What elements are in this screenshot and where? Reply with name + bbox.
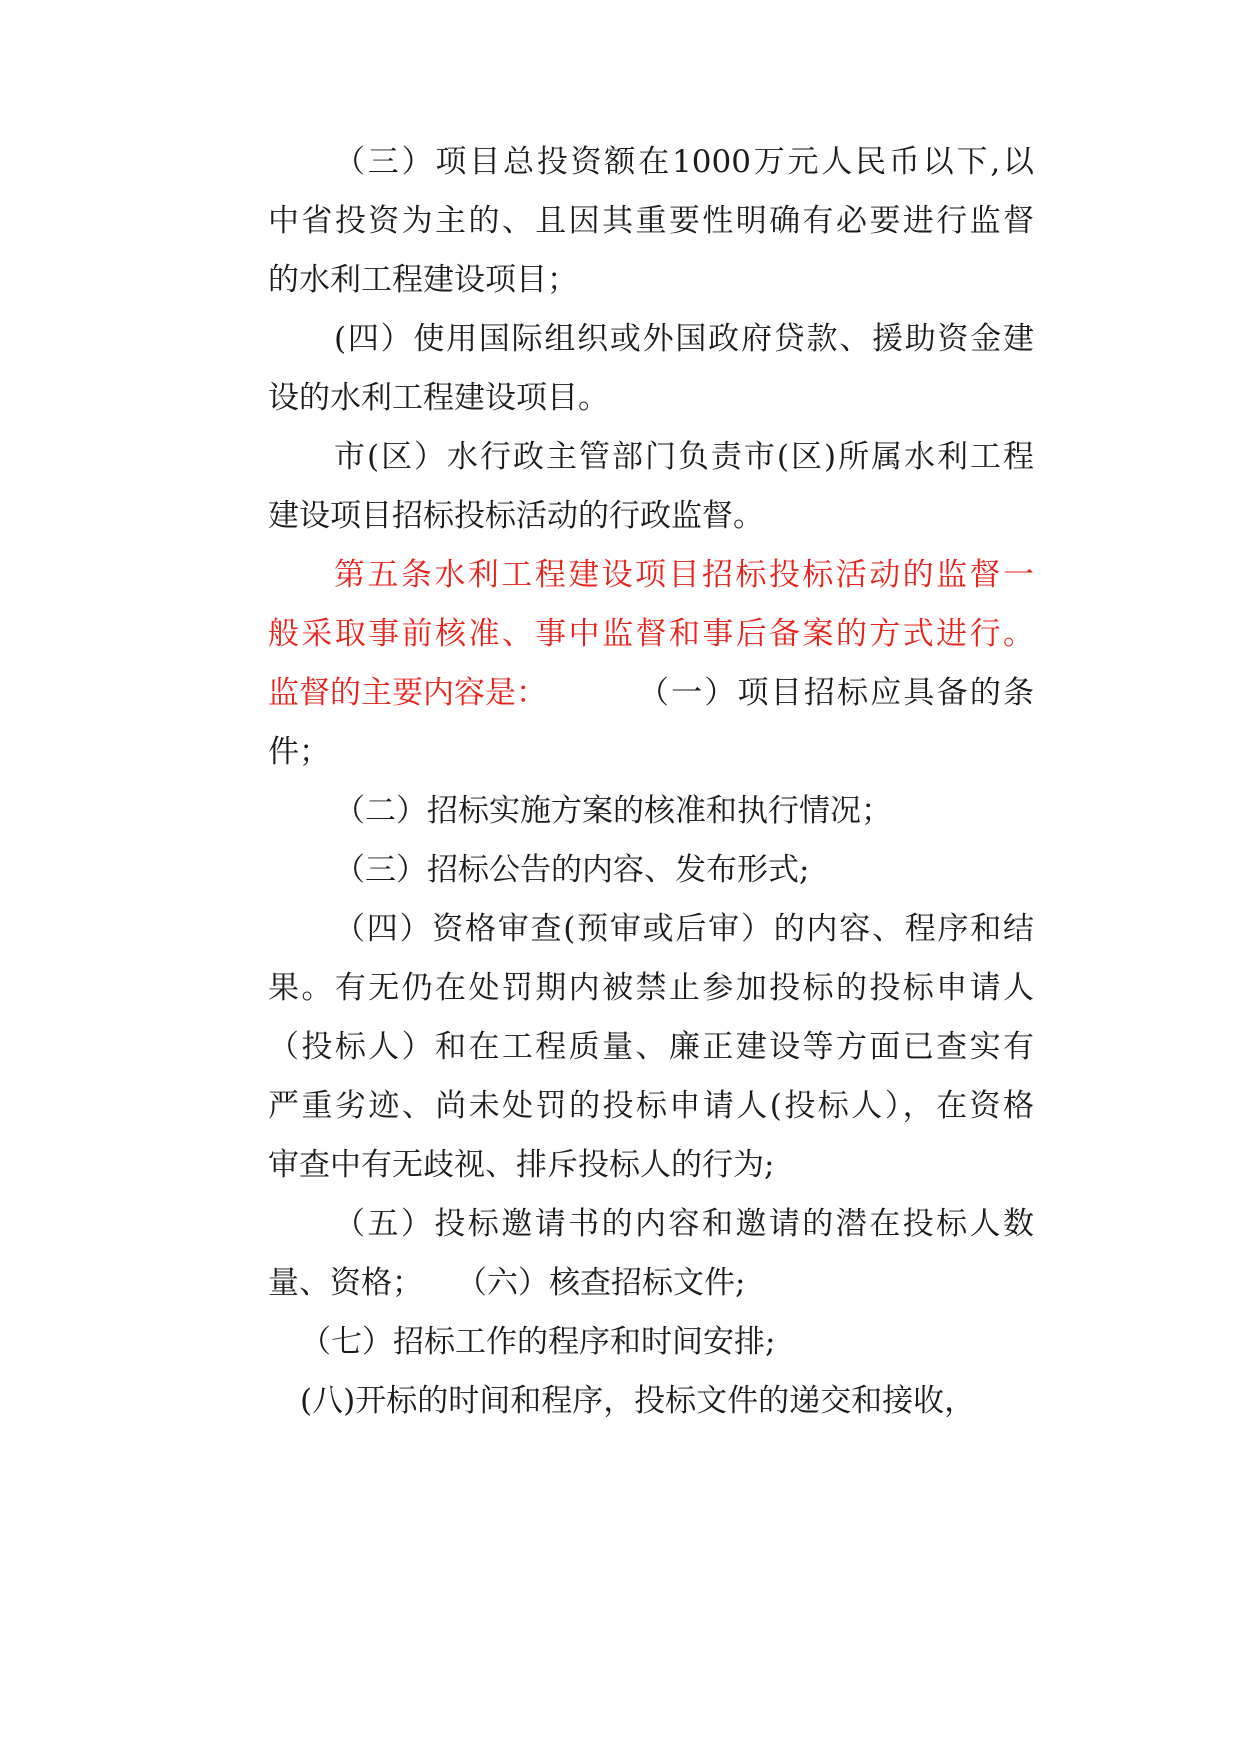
item-4-line-1: （四）资格审查(预审或后审）的内容、程序和结 bbox=[334, 911, 1034, 947]
item-2: （二）招标实施方案的核准和执行情况； bbox=[334, 793, 892, 829]
item-3: （三）招标公告的内容、发布形式; bbox=[334, 852, 810, 888]
article-5-line-1: 第五条水利工程建设项目招标投标活动的监督一 bbox=[334, 557, 1034, 593]
item-4-line-5: 审查中有无歧视、排斥投标人的行为; bbox=[268, 1147, 775, 1183]
item-4-line-3: （投标人）和在工程质量、廉正建设等方面已查实有 bbox=[268, 1029, 1034, 1065]
article-5-line-3 bbox=[268, 664, 1034, 722]
paragraph-2-line-2: 设的水利工程建设项目。 bbox=[268, 380, 609, 416]
item-5-end: 量、资格； bbox=[268, 1265, 423, 1301]
paragraph-3-line-1: 市(区）水行政主管部门负责市(区)所属水利工程 bbox=[334, 439, 1034, 475]
item-8-line-1: (八)开标的时间和程序，投标文件的递交和接收， bbox=[300, 1383, 976, 1419]
item-6: （六）核查招标文件; bbox=[456, 1265, 746, 1301]
paragraph-2-line-1: (四）使用国际组织或外国政府贷款、援助资金建 bbox=[334, 321, 1034, 357]
paragraph-1-line-3: 的水利工程建设项目； bbox=[268, 262, 578, 298]
item-4-line-2: 果。有无仍在处罚期内被禁止参加投标的投标申请人 bbox=[268, 970, 1034, 1006]
supervision-content-heading: 监督的主要内容是： bbox=[268, 675, 547, 711]
paragraph-1-line-1: （三）项目总投资额在1000万元人民币以下,以 bbox=[334, 144, 1034, 180]
item-7: （七）招标工作的程序和时间安排; bbox=[300, 1324, 776, 1360]
paragraph-3-line-2: 建设项目招标投标活动的行政监督。 bbox=[268, 498, 764, 534]
item-5-line-2 bbox=[268, 1254, 1034, 1312]
item-1-end: 件； bbox=[268, 734, 330, 770]
item-1-start: （一）项目招标应具备的条 bbox=[638, 675, 1034, 711]
article-5-line-2: 般采取事前核准、事中监督和事后备案的方式进行。 bbox=[268, 616, 1034, 652]
item-4-line-4: 严重劣迹、尚未处罚的投标申请人(投标人），在资格 bbox=[268, 1088, 1034, 1124]
paragraph-1-line-2: 中省投资为主的、且因其重要性明确有必要进行监督 bbox=[268, 203, 1034, 239]
item-5-line-1: （五）投标邀请书的内容和邀请的潜在投标人数 bbox=[334, 1206, 1034, 1242]
